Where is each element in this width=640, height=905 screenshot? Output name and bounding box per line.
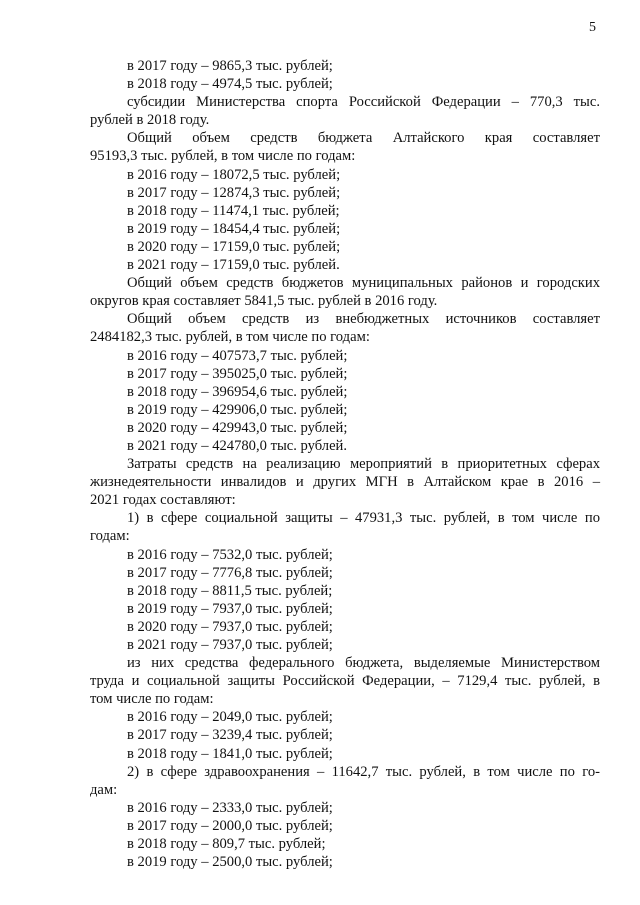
text-line: в 2016 году – 407573,7 тыс. рублей; (127, 347, 348, 364)
text-line: в 2019 году – 429906,0 тыс. рублей; (127, 401, 348, 418)
text-line: в 2017 году – 12874,3 тыс. рублей; (127, 184, 341, 201)
text-line: в 2018 году – 4974,5 тыс. рублей; (127, 76, 333, 93)
text-line: в 2018 году – 809,7 тыс. рублей; (127, 836, 326, 853)
text-line: в 2019 году – 2500,0 тыс. рублей; (127, 854, 333, 871)
text-line: в 2017 году – 3239,4 тыс. рублей; (127, 727, 333, 744)
text-line: в 2020 году – 7937,0 тыс. рублей; (127, 618, 333, 635)
text-line: 2021 годах составляют: (90, 492, 236, 509)
text-line: в 2019 году – 18454,4 тыс. рублей; (127, 220, 341, 237)
text-line: Общий объем средств из внебюджетных источников составляет (127, 311, 600, 328)
text-line: в 2021 году – 17159,0 тыс. рублей. (127, 257, 340, 274)
text-line: в 2021 году – 424780,0 тыс. рублей. (127, 437, 348, 454)
text-line: в 2017 году – 2000,0 тыс. рублей; (127, 817, 333, 834)
text-line: рублей в 2018 году. (90, 112, 210, 129)
text-line: Общий объем средств бюджетов муниципальных районов и городских (127, 275, 600, 292)
text-line: в 2017 году – 7776,8 тыс. рублей; (127, 564, 333, 581)
text-line: в 2018 году – 11474,1 тыс. рублей; (127, 202, 340, 219)
text-line: 1) в сфере социальной защиты – 47931,3 тыс. рублей, в том числе по (127, 510, 600, 527)
text-line: том числе по годам: (90, 691, 214, 708)
text-line: в 2021 году – 7937,0 тыс. рублей; (127, 637, 333, 653)
text-line: в 2018 году – 1841,0 тыс. рублей; (127, 745, 333, 762)
text-line: округов края составляет 5841,5 тыс. рублей в 2016 году. (90, 293, 438, 310)
document-body (90, 57, 600, 871)
text-line: в 2018 году – 8811,5 тыс. рублей; (127, 582, 333, 599)
page-number: 5 (589, 20, 596, 35)
text-line: дам: (90, 781, 118, 798)
text-line: в 2017 году – 9865,3 тыс. рублей; (127, 58, 333, 74)
text-line: 2) в сфере здравоохранения – 11642,7 тыс. рублей, в том числе по го- (127, 763, 600, 780)
text-line: Общий объем средств бюджета Алтайского края составляет (127, 130, 600, 147)
text-line: в 2020 году – 429943,0 тыс. рублей; (127, 419, 348, 436)
text-line: в 2016 году – 18072,5 тыс. рублей; (127, 166, 341, 183)
text-line: Затраты средств на реализацию мероприятий в приоритетных сферах (127, 456, 600, 473)
text-line: в 2016 году – 7532,0 тыс. рублей; (127, 546, 333, 563)
text-line: в 2020 году – 17159,0 тыс. рублей; (127, 238, 341, 255)
text-line: в 2017 году – 395025,0 тыс. рублей; (127, 365, 348, 382)
text-line: жизнедеятельности инвалидов и других МГН в Алтайском крае в 2016 – (90, 474, 600, 491)
text-line: в 2016 году – 2333,0 тыс. рублей; (127, 799, 333, 816)
text-line: из них средства федерального бюджета, выделяемые Министерством (127, 655, 600, 672)
text-line: в 2018 году – 396954,6 тыс. рублей; (127, 383, 348, 400)
text-line: 95193,3 тыс. рублей, в том числе по годам: (90, 148, 356, 165)
text-line: 2484182,3 тыс. рублей, в том числе по годам: (90, 329, 370, 346)
text-line: субсидии Министерства спорта Российской Федерации – 770,3 тыс. (127, 94, 600, 111)
text-line: в 2016 году – 2049,0 тыс. рублей; (127, 709, 333, 726)
text-line: в 2019 году – 7937,0 тыс. рублей; (127, 600, 333, 617)
text-line: годам: (90, 528, 130, 545)
text-line: труда и социальной защиты Российской Федерации, – 7129,4 тыс. рублей, в (90, 673, 600, 690)
